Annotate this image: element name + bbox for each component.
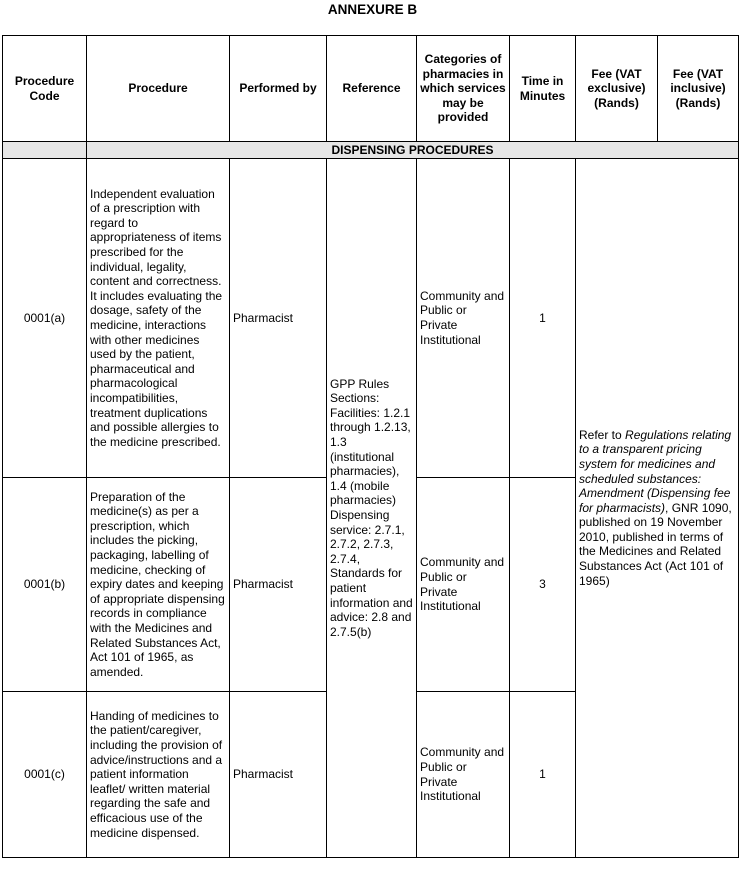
- time-minutes: 1: [510, 159, 576, 478]
- col-header-fee-excl: Fee (VAT exclusive) (Rands): [576, 36, 658, 142]
- header-row: [3, 36, 739, 142]
- reference: GPP Rules Sections: Facilities: 1.2.1 through 1.2.13, 1.3 (institutional pharmacies), 1.4 (mobile pharmacies) Dispensing service: 2.7.1, 2.7.2, 2.7.3, 2.7.4, Standards for patient information and advice: 2.8 and 2.7.5(b): [327, 159, 417, 858]
- col-header-procedure: Procedure: [87, 36, 230, 142]
- section-title: DISPENSING PROCEDURES: [87, 142, 739, 159]
- procedure-description: Preparation of the medicine(s) as per a prescription, which includes the picking, packaging, labelling of medicine, checking of expiry dates and keeping of appropriate dispensing records in compliance with the Medicines and Related Substances Act, Act 101 of 1965, as amended.: [87, 478, 230, 692]
- document-title: ANNEXURE B: [327, 2, 418, 17]
- col-header-categories: Categories of pharmacies in which services may be provided: [417, 36, 510, 142]
- time-minutes: 1: [510, 692, 576, 858]
- pharmacy-categories: Community and Public or Private Institutional: [417, 478, 510, 692]
- pharmacy-categories: Community and Public or Private Institutional: [417, 159, 510, 478]
- fee-note: [576, 159, 739, 858]
- fee-note-suffix: , GNR 1090, published on 19 November 2010, published in terms of the Medicines and Related Substances Act (Act 101 of 1965): [579, 500, 732, 588]
- col-header-performed-by: Performed by: [230, 36, 327, 142]
- procedure-code: 0001(c): [3, 692, 87, 858]
- col-header-fee-incl: Fee (VAT inclusive) (Rands): [658, 36, 739, 142]
- performed-by: Pharmacist: [230, 478, 327, 692]
- col-header-reference: Reference: [327, 36, 417, 142]
- procedure-description: Handing of medicines to the patient/caregiver, including the provision of advice/instructions and a patient information leaflet/ written material regarding the safe and efficacious use of the medicine dispensed.: [87, 692, 230, 858]
- procedures-table: [2, 35, 739, 858]
- performed-by: Pharmacist: [230, 692, 327, 858]
- procedure-description: Independent evaluation of a prescription with regard to appropriateness of items prescribed for the individual, legality, content and correctness. It includes evaluating the dosage, safety of the medicine, interactions with other medicines used by the patient, pharmaceutical and pharmacological incompatibilities, treatment duplications and possible allergies to the medicine prescribed.: [87, 159, 230, 478]
- section-row: [3, 142, 739, 159]
- performed-by: Pharmacist: [230, 159, 327, 478]
- col-header-time: Time in Minutes: [510, 36, 576, 142]
- fee-note-prefix: Refer to: [579, 427, 626, 442]
- col-header-code: Procedure Code: [3, 36, 87, 142]
- fee-note-regulation-title: Regulations relating to a transparent pricing system for medicines and scheduled substances: Amendment (Dispensing fee for pharmacists): [579, 427, 732, 515]
- table-row: [3, 159, 739, 478]
- time-minutes: 3: [510, 478, 576, 692]
- section-blank-cell: [3, 142, 87, 159]
- pharmacy-categories: Community and Public or Private Institutional: [417, 692, 510, 858]
- procedure-code: 0001(b): [3, 478, 87, 692]
- procedure-code: 0001(a): [3, 159, 87, 478]
